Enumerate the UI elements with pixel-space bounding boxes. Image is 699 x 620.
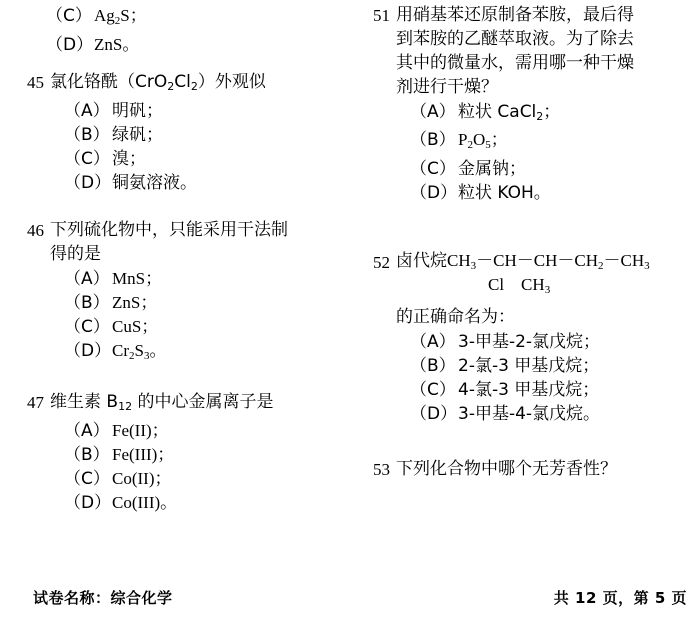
option-text: Co(II)； xyxy=(112,469,172,488)
option-text: Fe(III)； xyxy=(112,445,175,464)
option-row xyxy=(410,100,699,128)
option-row xyxy=(64,467,350,491)
question-stem: 氯化铬酰$(CrO_2Cl_2)$外观似 xyxy=(50,71,266,93)
question-stem-line2: 的正确命名为： xyxy=(396,307,515,327)
option-row xyxy=(64,419,350,443)
option-text: CuS； xyxy=(112,316,159,336)
question-52 xyxy=(364,251,699,427)
option-text: 粒状 KOH。 xyxy=(458,182,551,203)
question-number: 51 xyxy=(373,6,390,25)
option-row xyxy=(410,330,699,354)
question-stem-line2: 到苯胺的乙醚萃取液。为了除去 xyxy=(396,29,634,49)
option-row xyxy=(46,4,350,33)
option-label: （D） xyxy=(46,34,94,55)
question-stem: 维生素 $B_{12}$ 的中心金属离子是 xyxy=(50,392,274,413)
option-text: 粒状 CaCl$_2$； xyxy=(458,102,561,123)
option-row xyxy=(46,33,350,57)
option-row xyxy=(410,354,699,378)
question-stem-line4: 剂进行干燥？ xyxy=(396,77,498,97)
structure-substituents: Cl $CH_3$ xyxy=(488,275,551,296)
option-label: （C） xyxy=(64,469,110,489)
option-text: $Cr_2S_3$。 xyxy=(112,340,167,362)
question-stem-line2: 得的是 xyxy=(50,243,101,264)
right-column xyxy=(350,0,699,491)
question-number: 47 xyxy=(27,393,44,413)
option-row xyxy=(64,267,350,291)
option-label: （D） xyxy=(410,404,458,424)
option-label: （A） xyxy=(410,102,456,122)
option-label: （C） xyxy=(410,158,456,179)
option-label: （D） xyxy=(64,172,112,193)
option-label: （C） xyxy=(46,6,92,26)
option-text: Fe(II)； xyxy=(112,421,169,440)
option-row xyxy=(64,99,350,123)
option-row xyxy=(410,402,699,426)
option-text: 2-氯-3 甲基戊烷； xyxy=(458,356,600,376)
option-label: （C） xyxy=(64,148,110,169)
option-label: （D） xyxy=(64,340,112,361)
option-row xyxy=(64,491,350,515)
option-label: （C） xyxy=(64,316,110,337)
question-stem-line1: 用硝基苯还原制备苯胺，最后得 xyxy=(396,5,634,25)
question-number: 45 xyxy=(27,72,44,92)
option-label: （B） xyxy=(64,292,110,313)
left-column xyxy=(0,0,350,525)
question-stem: 下列化合物中哪个无芳香性？ xyxy=(396,459,617,479)
option-row xyxy=(410,181,699,205)
option-row xyxy=(64,339,350,368)
option-label: （A） xyxy=(64,421,110,441)
option-label: （A） xyxy=(410,332,456,352)
question-46 xyxy=(18,219,350,368)
footer-page-number: 共 12 页，第 5 页 xyxy=(553,589,687,607)
option-text: ZnS； xyxy=(112,292,158,312)
option-label: （D） xyxy=(64,493,112,513)
question-51 xyxy=(364,4,699,205)
question-47 xyxy=(18,391,350,515)
option-row xyxy=(64,147,350,171)
option-row xyxy=(64,443,350,467)
option-label: （A） xyxy=(64,100,110,121)
option-label: （B） xyxy=(410,356,456,376)
option-text: 3-甲基-4-氯戊烷。 xyxy=(458,404,601,424)
option-row xyxy=(410,157,699,181)
question-stem-structure xyxy=(396,251,699,276)
option-label: （A） xyxy=(64,268,110,289)
footer-exam-name: 试卷名称：综合化学 xyxy=(33,589,173,607)
structure-formula: $CH_3-CH-CH-CH_2-CH_3$ xyxy=(447,250,650,272)
option-text: 明矾； xyxy=(112,100,163,121)
option-text: 溴； xyxy=(112,148,146,169)
option-text: 绿矾； xyxy=(112,124,163,145)
option-row xyxy=(64,123,350,147)
option-row xyxy=(64,315,350,339)
option-row xyxy=(410,128,699,157)
option-text: MnS； xyxy=(112,268,163,288)
option-label: （C） xyxy=(410,380,456,400)
question-stem: 卤代烷 xyxy=(396,250,447,271)
option-row xyxy=(410,378,699,402)
option-text: 4-氯-3 甲基戊烷； xyxy=(458,380,600,400)
option-text: 铜氨溶液。 xyxy=(112,172,197,193)
option-text: Co(III)。 xyxy=(112,493,178,512)
question-stem-line3: 其中的微量水，需用哪一种干燥 xyxy=(396,53,634,73)
question-number: 52 xyxy=(373,252,390,272)
option-label: （B） xyxy=(64,445,110,465)
question-53 xyxy=(364,458,699,481)
option-row xyxy=(64,291,350,315)
question-number: 53 xyxy=(373,460,390,479)
option-text: ZnS。 xyxy=(94,34,140,54)
option-row xyxy=(64,171,350,195)
option-label: （B） xyxy=(410,129,456,150)
question-stem: 下列硫化物中，只能采用干法制 xyxy=(50,219,288,240)
question-45 xyxy=(18,71,350,195)
option-text: 3-甲基-2-氯戊烷； xyxy=(458,332,601,352)
option-label: （D） xyxy=(410,182,458,203)
top-fragment-options xyxy=(46,4,350,57)
option-text: $Ag_2S$； xyxy=(94,6,147,27)
question-number: 46 xyxy=(27,220,44,240)
option-label: （B） xyxy=(64,124,110,145)
option-text: $P_2O_5$； xyxy=(458,129,508,151)
option-text: 金属钠； xyxy=(458,158,526,179)
